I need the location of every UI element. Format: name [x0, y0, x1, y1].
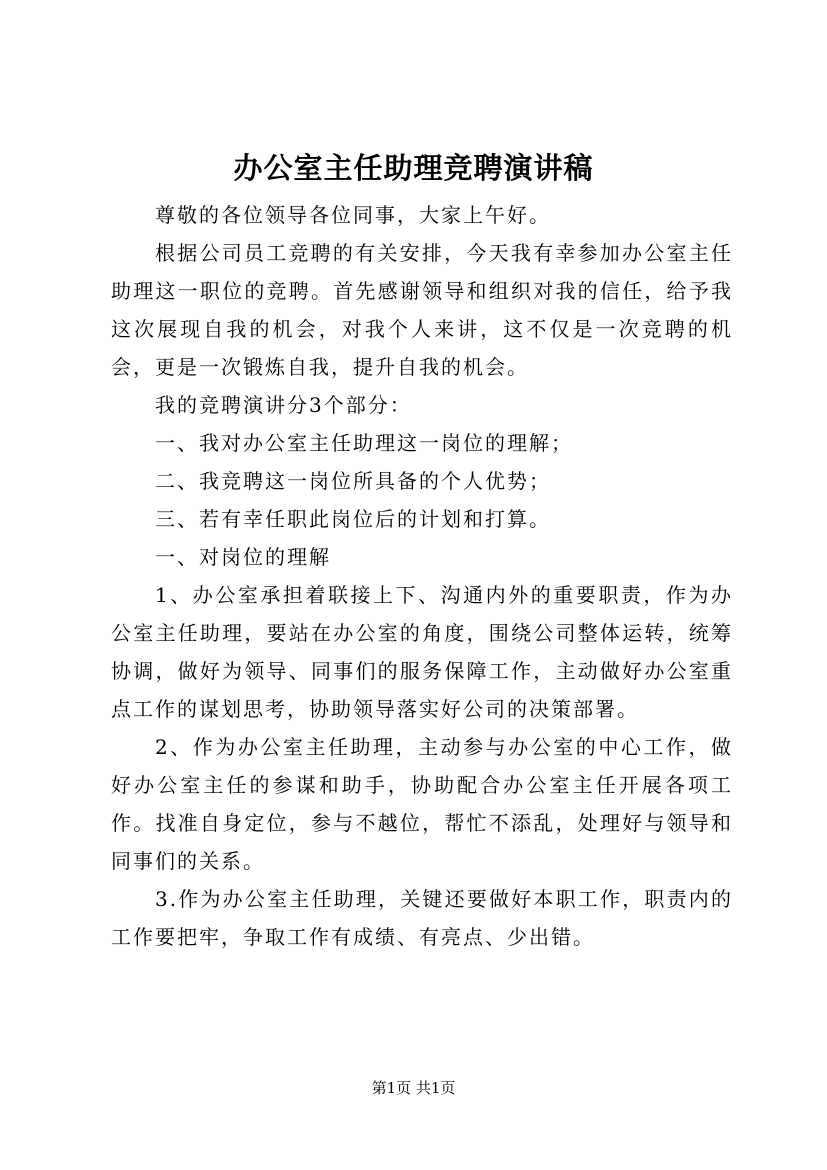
- paragraph-outline-intro: 我的竞聘演讲分3个部分：: [155, 393, 412, 417]
- paragraph-point-3: 3.作为办公室主任助理，关键还要做好本职工作，职责内的工作要把牢，争取工作有成绩、有亮点、少出错。: [111, 887, 733, 949]
- section-heading: 一、对岗位的理解: [155, 545, 331, 569]
- document-title: 办公室主任助理竞聘演讲稿: [233, 151, 594, 185]
- paragraph-greeting: 尊敬的各位领导各位同事，大家上午好。: [155, 203, 551, 227]
- paragraph-outline-item-1: 一、我对办公室主任助理这一岗位的理解；: [155, 431, 573, 455]
- paragraph-point-2: 2、作为办公室主任助理，主动参与办公室的中心工作，做好办公室主任的参谋和助手，协助配合办公室主任开展各项工作。找准自身定位，参与不越位，帮忙不添乱，处理好与领导和同事们的关系。: [111, 735, 733, 873]
- paragraph-outline-item-3: 三、若有幸任职此岗位后的计划和打算。: [155, 507, 551, 531]
- page-footer: 第1页 共1页: [371, 1079, 456, 1097]
- paragraph-point-1: 1、办公室承担着联接上下、沟通内外的重要职责，作为办公室主任助理，要站在办公室的角度，围绕公司整体运转，统筹协调，做好为领导、同事们的服务保障工作，主动做好办公室重点工作的谋划思考，协助领导落实好公司的决策部署。: [111, 583, 733, 721]
- paragraph-introduction: 根据公司员工竞聘的有关安排，今天我有幸参加办公室主任助理这一职位的竞聘。首先感谢领导和组织对我的信任，给予我这次展现自我的机会，对我个人来讲，这不仅是一次竞聘的机会，更是一次锻炼自我，提升自我的机会。: [111, 241, 733, 379]
- paragraph-outline-item-2: 二、我竞聘这一岗位所具备的个人优势；: [155, 469, 551, 493]
- document-body: [111, 196, 733, 956]
